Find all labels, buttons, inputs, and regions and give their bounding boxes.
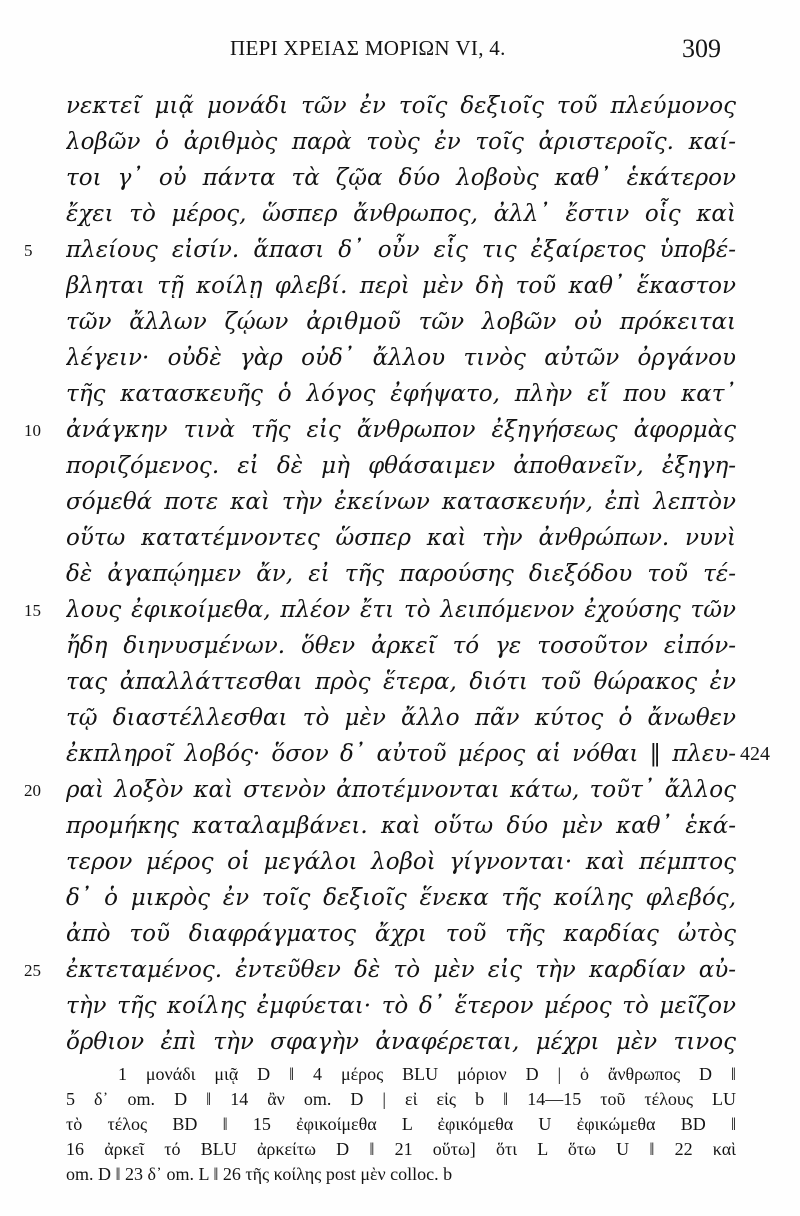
text-line: δ᾽ ὁ μικρὸς ἐν τοῖς δεξιοῖς ἕνεκα τῆς κοίλης φλεβός, — [66, 885, 736, 911]
line-number: 25 — [24, 961, 41, 980]
text-line: βληται τῇ κοίλῃ φλεβί. περὶ μὲν δὴ τοῦ καθ᾽ ἕκαστον — [66, 273, 736, 299]
text-line: ἤδη διηνυσμένων. ὅθεν ἀρκεῖ τό γε τοσοῦτον εἰπόν- — [66, 633, 736, 659]
apparatus-line: 16 ἀρκεῖ τό BLU ἀρκείτω D ‖ 21 οὕτω] ὅτι L ὅτω U ‖ 22 καὶ — [66, 1139, 736, 1159]
text-line: τερον μέρος οἱ μεγάλοι λοβοὶ γίγνονται· καὶ πέμπτος — [66, 849, 736, 875]
text-line: πλείους εἰσίν. ἅπασι δ᾽ οὖν εἷς τις ἐξαίρετος ὑποβέ- — [66, 237, 736, 263]
text-line: τὴν τῆς κοίλης ἐμφύεται· τὸ δ᾽ ἕτερον μέρος τὸ μεῖζον — [66, 993, 736, 1019]
line-number: 15 — [24, 601, 41, 620]
text-line: ραὶ λοξὸν καὶ στενὸν ἀποτέμνονται κάτω, τοῦτ᾽ ἄλλος — [66, 777, 736, 803]
text-line: τας ἀπαλλάττεσθαι πρὸς ἕτερα, διότι τοῦ θώρακος ἐν — [66, 669, 736, 695]
text-line: λοβῶν ὁ ἀριθμὸς παρὰ τοὺς ἐν τοῖς ἀριστεροῖς. καί- — [66, 129, 736, 155]
running-head: ΠΕΡΙ ΧΡΕΙΑΣ ΜΟΡΙΩΝ VI, 4. — [230, 36, 506, 60]
text-line: τῶν ἄλλων ζῴων ἀριθμοῦ τῶν λοβῶν οὐ πρόκειται — [66, 309, 736, 335]
text-line: νεκτεῖ μιᾷ μονάδι τῶν ἐν τοῖς δεξιοῖς τοῦ πλεύμονος — [66, 93, 736, 119]
apparatus-line: om. D ‖ 23 δ᾽ om. L ‖ 26 τῆς κοίλης post μὲν colloc. b — [66, 1164, 453, 1184]
apparatus-line: 1 μονάδι μιᾷ D ‖ 4 μέρος BLU μόριον D | ὁ ἄνθρωπος D ‖ — [118, 1064, 736, 1084]
page-number: 309 — [682, 34, 721, 63]
text-line: ποριζόμενος. εἰ δὲ μὴ φθάσαιμεν ἀποθανεῖν, ἐξηγη- — [66, 453, 736, 479]
text-line: ἀπὸ τοῦ διαφράγματος ἄχρι τοῦ τῆς καρδίας ὠτὸς — [66, 921, 736, 947]
page-header — [0, 34, 800, 68]
text-line: ἐκπληροῖ λοβός· ὅσον δ᾽ αὐτοῦ μέρος αἱ νόθαι ‖ πλευ- — [66, 741, 736, 767]
line-number: 10 — [24, 421, 41, 440]
margin-reference: 424 — [740, 743, 770, 765]
line-number: 5 — [24, 241, 33, 260]
text-line: προμήκης καταλαμβάνει. καὶ οὕτω δύο μὲν καθ᾽ ἑκά- — [66, 813, 736, 839]
apparatus-line: 5 δ᾽ om. D ‖ 14 ἂν om. D | εἰ εἰς b ‖ 14—15 τοῦ τέλους LU — [66, 1089, 736, 1109]
text-line: ἐκτεταμένος. ἐντεῦθεν δὲ τὸ μὲν εἰς τὴν καρδίαν αὐ- — [66, 957, 736, 983]
apparatus-line: τὸ τέλος BD ‖ 15 ἐφικοίμεθα L ἐφικόμεθα U ἐφικώμεθα BD ‖ — [66, 1114, 736, 1134]
text-line: τῆς κατασκευῆς ὁ λόγος ἐφήψατο, πλὴν εἴ που κατ᾽ — [66, 381, 736, 407]
text-line: ὄρθιον ἐπὶ τὴν σφαγὴν ἀναφέρεται, μέχρι μὲν τινος — [66, 1029, 736, 1055]
text-line: ἀνάγκην τινὰ τῆς εἰς ἄνθρωπον ἐξηγήσεως ἀφορμὰς — [66, 417, 736, 443]
text-line: σόμεθά ποτε καὶ τὴν ἐκείνων κατασκευήν, ἐπὶ λεπτὸν — [66, 489, 736, 515]
text-line: λους ἐφικοίμεθα, πλέον ἔτι τὸ λειπόμενον ἐχούσης τῶν — [66, 597, 736, 623]
text-line: τῷ διαστέλλεσθαι τὸ μὲν ἄλλο πᾶν κύτος ὁ ἄνωθεν — [66, 705, 736, 731]
text-line: οὕτω κατατέμνοντες ὥσπερ καὶ τὴν ἀνθρώπων. νυνὶ — [66, 525, 736, 551]
text-line: λέγειν· οὐδὲ γὰρ οὐδ᾽ ἄλλου τινὸς αὐτῶν ὀργάνου — [66, 345, 736, 371]
text-line: δὲ ἀγαπῴημεν ἄν, εἰ τῆς παρούσης διεξόδου τοῦ τέ- — [66, 561, 736, 587]
line-number: 20 — [24, 781, 41, 800]
text-line: ἔχει τὸ μέρος, ὥσπερ ἄνθρωπος, ἀλλ᾽ ἔστιν οἷς καὶ — [66, 201, 736, 227]
text-line: τοι γ᾽ οὐ πάντα τὰ ζῷα δύο λοβοὺς καθ᾽ ἑκάτερον — [66, 165, 736, 191]
